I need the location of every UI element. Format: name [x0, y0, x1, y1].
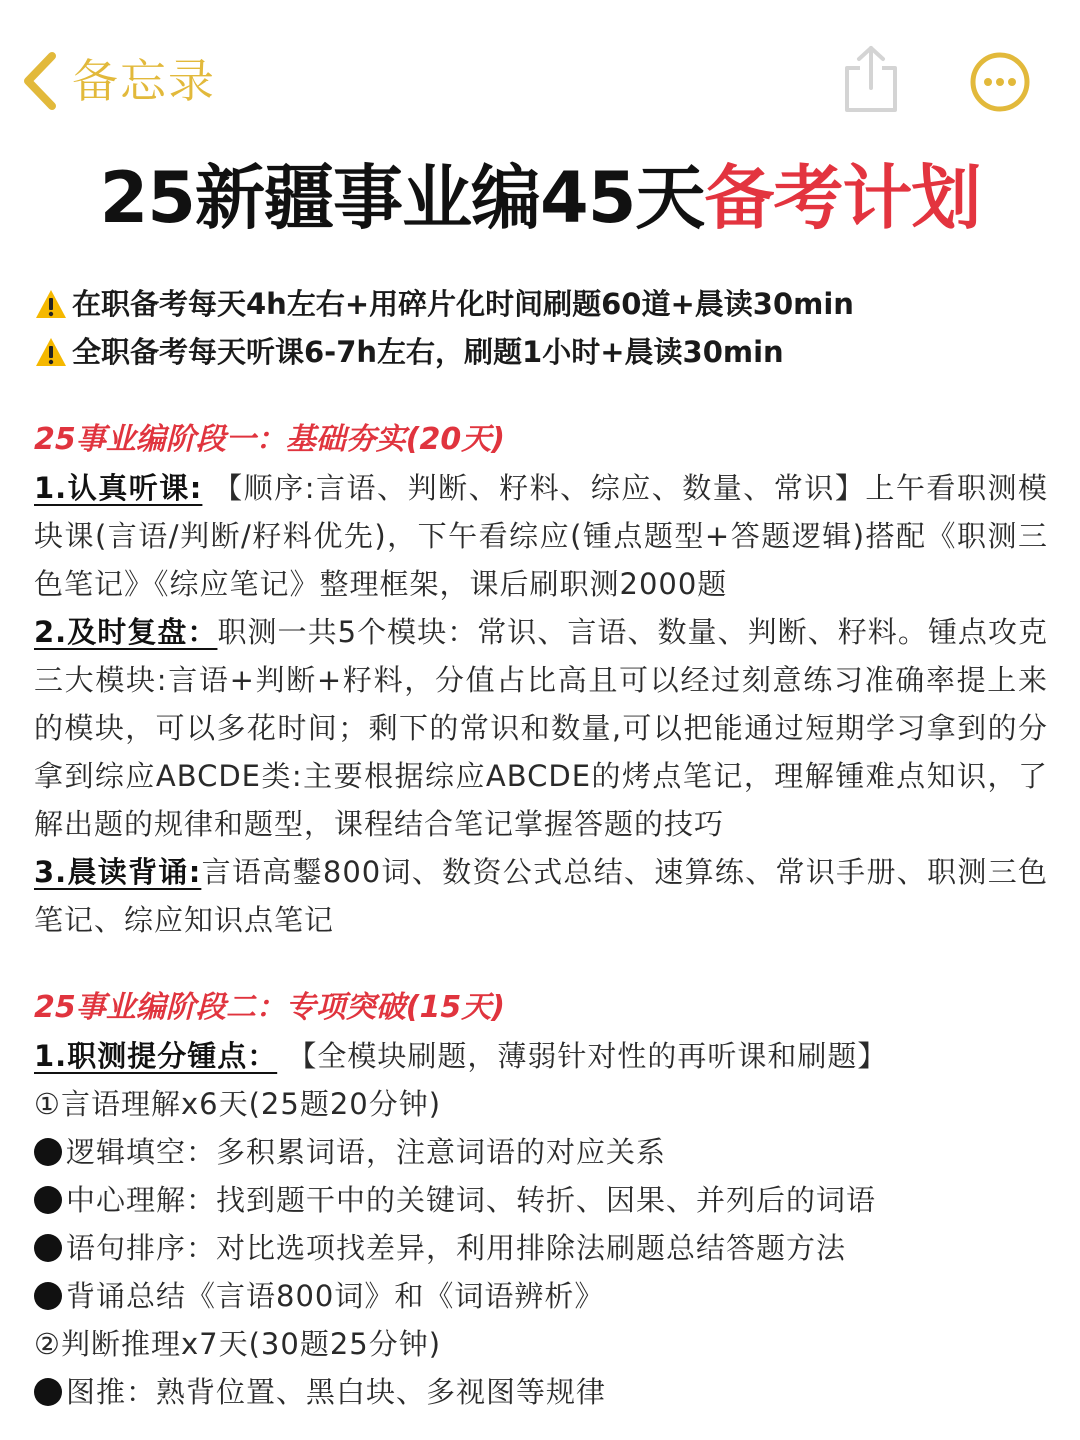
- stage-heading: 25事业编阶段二：专项突破(15天): [34, 990, 505, 1025]
- list-item-text: ①言语理解x6天(25题20分钟): [34, 1087, 442, 1121]
- list-item-text: ②判断推理x7天(30题25分钟): [34, 1327, 442, 1361]
- list-item: [34, 1080, 1048, 1128]
- warning-text: 在职备考每天4h左右+用碎片化时间刷题60道+晨读30min: [72, 287, 854, 321]
- warning-line: [34, 280, 1048, 328]
- bullet-icon: [34, 1378, 62, 1406]
- bullet-icon: [34, 1282, 62, 1310]
- note-content: [34, 280, 1048, 1416]
- item-text: 【全模块刷题，薄弱针对性的再听课和刷题】: [277, 1039, 888, 1073]
- item-text: 职测一共5个模块：常识、言语、数量、判断、籽料。锺点攻克三大模块:言语+判断+籽料，分值占比高且可以经过刻意练习准确率提上来的模块，可以多花时间；剩下的常识和数量,可以把能通过短期学习拿到的分拿到综应ABCDE类:主要根据综应ABCDE的烤点笔记，理解锺难点知识，了解出题的规律和题型，课程结合笔记掌握答题的技巧: [34, 615, 1049, 841]
- stage-item: [34, 848, 1048, 944]
- stage-item: [34, 464, 1048, 608]
- item-lead: 3.晨读背诵:: [34, 855, 202, 889]
- list-item-text: 中心理解：找到题干中的关键词、转折、因果、并列后的词语: [66, 1183, 877, 1217]
- list-item: [34, 1272, 1048, 1320]
- item-lead: 2.及时复盘：: [34, 615, 218, 649]
- warning-line: [34, 328, 1048, 376]
- item-lead: 1.职测提分锺点：: [34, 1039, 278, 1073]
- list-item: [34, 1224, 1048, 1272]
- page-title: [0, 150, 1080, 246]
- bullet-icon: [34, 1138, 62, 1166]
- list-item-text: 背诵总结《言语800词》和《词语辨析》: [66, 1279, 605, 1313]
- item-text: 【顺序:言语、判断、籽料、综应、数量、常识】上午看职测模块课(言语/判断/籽料优先)，下午看综应(锺点题型+答题逻辑)搭配《职测三色笔记》《综应笔记》整理框架，课后刷职测2000题: [34, 471, 1048, 601]
- more-button[interactable]: [970, 52, 1030, 116]
- stage-heading: 25事业编阶段一：基础夯实(20天): [34, 422, 505, 457]
- back-button[interactable]: [22, 48, 216, 114]
- chevron-left-icon: [22, 52, 58, 110]
- bullet-icon: [34, 1234, 62, 1262]
- list-item-text: 逻辑填空：多积累词语，注意词语的对应关系: [66, 1135, 667, 1169]
- top-bar: [0, 0, 1080, 140]
- back-label: 备忘录: [72, 54, 216, 108]
- share-icon: [842, 44, 900, 114]
- list-item: [34, 1128, 1048, 1176]
- title-black: 25新疆事业编45天: [99, 157, 705, 239]
- list-item-text: 图推：熟背位置、黑白块、多视图等规律: [66, 1375, 607, 1409]
- item-text: 言语高鑋800词、数资公式总结、速算练、常识手册、职测三色笔记、综应知识点笔记: [34, 855, 1049, 937]
- list-item: [34, 1176, 1048, 1224]
- list-item: [34, 1320, 1048, 1368]
- warning-icon: [34, 287, 68, 321]
- warning-text: 全职备考每天听课6-7h左右，刷题1小时+晨读30min: [72, 335, 784, 369]
- more-icon: [970, 52, 1030, 112]
- share-button[interactable]: [842, 44, 900, 118]
- title-red: 备考计划: [704, 157, 981, 239]
- stage-item: [34, 608, 1048, 848]
- stage-item: [34, 1032, 1048, 1080]
- item-lead: 1.认真听课:: [34, 471, 203, 505]
- list-item: [34, 1368, 1048, 1416]
- bullet-icon: [34, 1186, 62, 1214]
- list-item-text: 语句排序：对比选项找差异，利用排除法刷题总结答题方法: [66, 1231, 847, 1265]
- warning-icon: [34, 335, 68, 369]
